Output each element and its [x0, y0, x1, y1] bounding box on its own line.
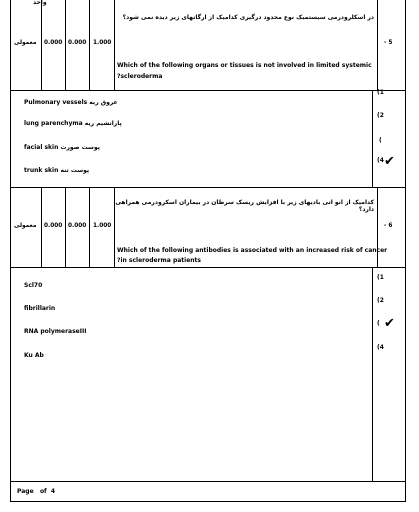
page-total: 4	[50, 488, 56, 495]
question-text-en: Which of the following organs or tissues is not involved in limited systemic	[117, 62, 372, 69]
question-text-fa: کدامیک از انو اتی بادیهای زیر با افزایش ریسک سرطان در بیماران اسکرودرمی همراهی دارد؟	[115, 199, 374, 213]
option-number: (	[377, 320, 380, 327]
option-answer[interactable]: fibrillarin	[24, 305, 56, 312]
option-answer[interactable]: Pulmonary vessels عروق ریه	[24, 99, 118, 106]
question-number: - 5	[384, 40, 393, 46]
question-type: معمولی	[14, 223, 37, 229]
option-number: (2	[377, 297, 384, 304]
page-footer	[17, 488, 55, 495]
option-answer[interactable]: Scl70	[24, 282, 43, 289]
score-cell: 0.000	[68, 223, 87, 229]
check-icon: ✔	[384, 316, 395, 331]
page-label: Page	[17, 488, 34, 495]
question-text-fa: در اسکلرودرمی سیستمیک نوع محدود درگیری کدامیک از ارگانهای زیر دیده نمی شود؟	[122, 14, 374, 21]
question-type: معمولی	[14, 40, 37, 46]
option-number: (2	[377, 112, 384, 119]
option-number: (	[379, 137, 382, 144]
check-icon: ✔	[384, 154, 395, 169]
option-number: (1	[377, 89, 384, 96]
score-cell: 1.000	[93, 223, 112, 229]
score-cell: 0.000	[44, 40, 63, 46]
option-answer[interactable]: lung parenchyma پارانشیم ریه	[24, 120, 122, 127]
option-answer[interactable]: Ku Ab	[24, 352, 44, 359]
exam-page	[10, 0, 406, 502]
option-number: (1	[377, 274, 384, 281]
question-number: - 6	[384, 223, 393, 229]
option-answer[interactable]: RNA polymeraseIII	[24, 328, 87, 335]
option-number: (4	[377, 157, 384, 164]
question-text-en: ?scleroderma	[117, 73, 163, 80]
score-cell: 0.000	[44, 223, 63, 229]
option-answer[interactable]: facial skin پوست صورت	[24, 144, 100, 151]
option-answer[interactable]: trunk skin پوست تنه	[24, 167, 90, 174]
score-cell: 1.000	[93, 40, 112, 46]
score-cell: 0.000	[68, 40, 87, 46]
question-text-en: Which of the following antibodies is associated with an increased risk of cancer	[117, 247, 388, 254]
question-text-en: ?in scleroderma patients	[117, 257, 201, 264]
top-fragment: واحد	[33, 0, 47, 6]
of-label: of	[39, 488, 47, 495]
option-number: (4	[377, 344, 384, 351]
